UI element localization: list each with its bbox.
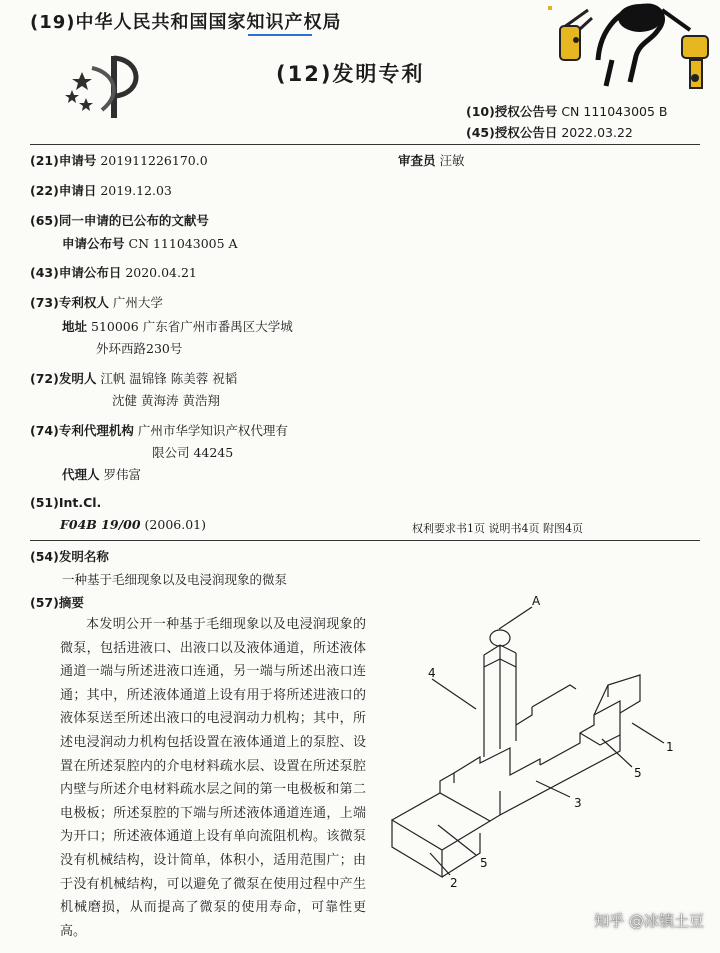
- cnipa-logo: [62, 52, 152, 122]
- grant-date-label: (45)授权公告日: [466, 125, 558, 140]
- address-line-1: 510006 广东省广州市番禺区大学城: [91, 319, 293, 334]
- inventor-field: [30, 369, 237, 387]
- patent-office-name: (19)中华人民共和国国家知识产权局: [30, 12, 342, 33]
- grant-date-value: 2022.03.22: [561, 125, 633, 140]
- header-rule: [30, 144, 700, 145]
- grant-number-label: (10)授权公告号: [466, 104, 558, 119]
- abstract-heading: [30, 593, 84, 611]
- address-line-2-field: [96, 339, 182, 357]
- intcl-code-field: [60, 517, 206, 532]
- publication-date-value: 2020.04.21: [125, 265, 197, 280]
- agent-field: [62, 465, 141, 483]
- inventor-line-2: 沈健 黄海涛 黄浩翔: [112, 393, 220, 408]
- publication-date-field: [30, 263, 197, 281]
- grant-date-line: [466, 123, 633, 141]
- agency-field: [30, 421, 288, 439]
- zhihu-watermark: 知乎 @冰镇土豆: [594, 912, 704, 930]
- document-type-title: (12)发明专利: [276, 62, 425, 86]
- abstract-body: [60, 613, 366, 943]
- abstract-label: (57)摘要: [30, 595, 84, 610]
- figure-label-2: 2: [450, 876, 458, 890]
- patentee-value: 广州大学: [112, 295, 163, 310]
- figure-label-5-upper: 5: [634, 766, 642, 780]
- publication-number-label: 申请公布号: [62, 236, 125, 251]
- page-count-summary: 权利要求书1页 说明书4页 附图4页: [412, 522, 583, 535]
- examiner-label: 审查员: [398, 153, 436, 168]
- agency-line-2-field: [152, 443, 233, 461]
- abstract-text: 本发明公开一种基于毛细现象以及电浸润现象的微泵，包括进液口、出液口以及液体通道，所述液体通道一端与所述进液口连通，另一端与所述出液口连通；其中，所述液体通道上设有用于将所述进液口的液体泵送至所述出液口的电浸润动力机构；其中，所述电浸润动力机构包括设置在液体通道上的泵腔、设置在所述泵腔内的介电材料疏水层、设置在所述泵腔内壁与所述介电材料疏水层之间的第一电极板和第二电极板；所述泵腔的下端与所述液体通道连通，上端为开口；所述液体通道上设有单向流阻机构。该微泵没有机械结构，设计简单，体积小，适用范围广；由于没有机械结构，可以避免了微泵在使用过程中产生机械磨损，从而提高了微泵的使用寿命，可靠性更高。: [60, 617, 366, 939]
- figure-label-4: 4: [428, 666, 436, 680]
- invention-title-label: (54)发明名称: [30, 549, 109, 564]
- inventor-line-1: 江帆 温锦锋 陈美蓉 祝韬: [100, 371, 238, 386]
- agency-line-1: 广州市华学知识产权代理有: [137, 423, 288, 438]
- figure-label-1: 1: [666, 740, 674, 754]
- examiner-field: [398, 151, 465, 169]
- intcl-year: (2006.01): [144, 517, 206, 532]
- address-line-2: 外环西路230号: [96, 341, 183, 356]
- intcl-label: (51)Int.Cl.: [30, 495, 102, 510]
- patentee-field: [30, 293, 163, 311]
- pump-drawing: [392, 607, 664, 877]
- publication-number-value: CN 111043005 A: [128, 236, 238, 251]
- intcl-field: [30, 495, 101, 510]
- invention-title-heading: [30, 547, 109, 565]
- figure-label-3: 3: [574, 796, 582, 810]
- publication-number-field: [62, 234, 238, 252]
- inventor-label: (72)发明人: [30, 371, 97, 386]
- micropump-figure: [380, 585, 710, 895]
- agent-label: 代理人: [62, 467, 100, 482]
- figure-label-5-lower: 5: [480, 856, 488, 870]
- publication-date-label: (43)申请公布日: [30, 265, 122, 280]
- highlight-underline: [248, 34, 312, 36]
- application-date-value: 2019.12.03: [100, 183, 172, 198]
- patentee-label: (73)专利权人: [30, 295, 109, 310]
- intcl-code: F04B 19/00: [60, 517, 141, 532]
- agent-value: 罗伟富: [103, 467, 142, 482]
- agency-line-2: 限公司 44245: [152, 445, 234, 460]
- cartoon-sticker-decoration: [540, 0, 720, 100]
- figure-label-a: A: [532, 594, 541, 608]
- application-date-label: (22)申请日: [30, 183, 97, 198]
- application-number-field: [30, 151, 208, 169]
- agency-label: (74)专利代理机构: [30, 423, 134, 438]
- inventor-line-2-field: [112, 391, 220, 409]
- address-field: [62, 317, 293, 335]
- same-application-label: (65)同一申请的已公布的文献号: [30, 213, 209, 228]
- examiner-value: 汪敏: [439, 153, 465, 168]
- application-number-value: 201911226170.0: [100, 153, 208, 168]
- same-application-field: [30, 211, 209, 229]
- application-date-field: [30, 181, 172, 199]
- grant-number-value: CN 111043005 B: [561, 104, 668, 119]
- grant-number-line: [466, 102, 668, 120]
- application-number-label: (21)申请号: [30, 153, 97, 168]
- biblio-rule: [30, 540, 700, 541]
- address-label: 地址: [62, 319, 88, 334]
- invention-title-value: 一种基于毛细现象以及电浸润现象的微泵: [62, 572, 288, 587]
